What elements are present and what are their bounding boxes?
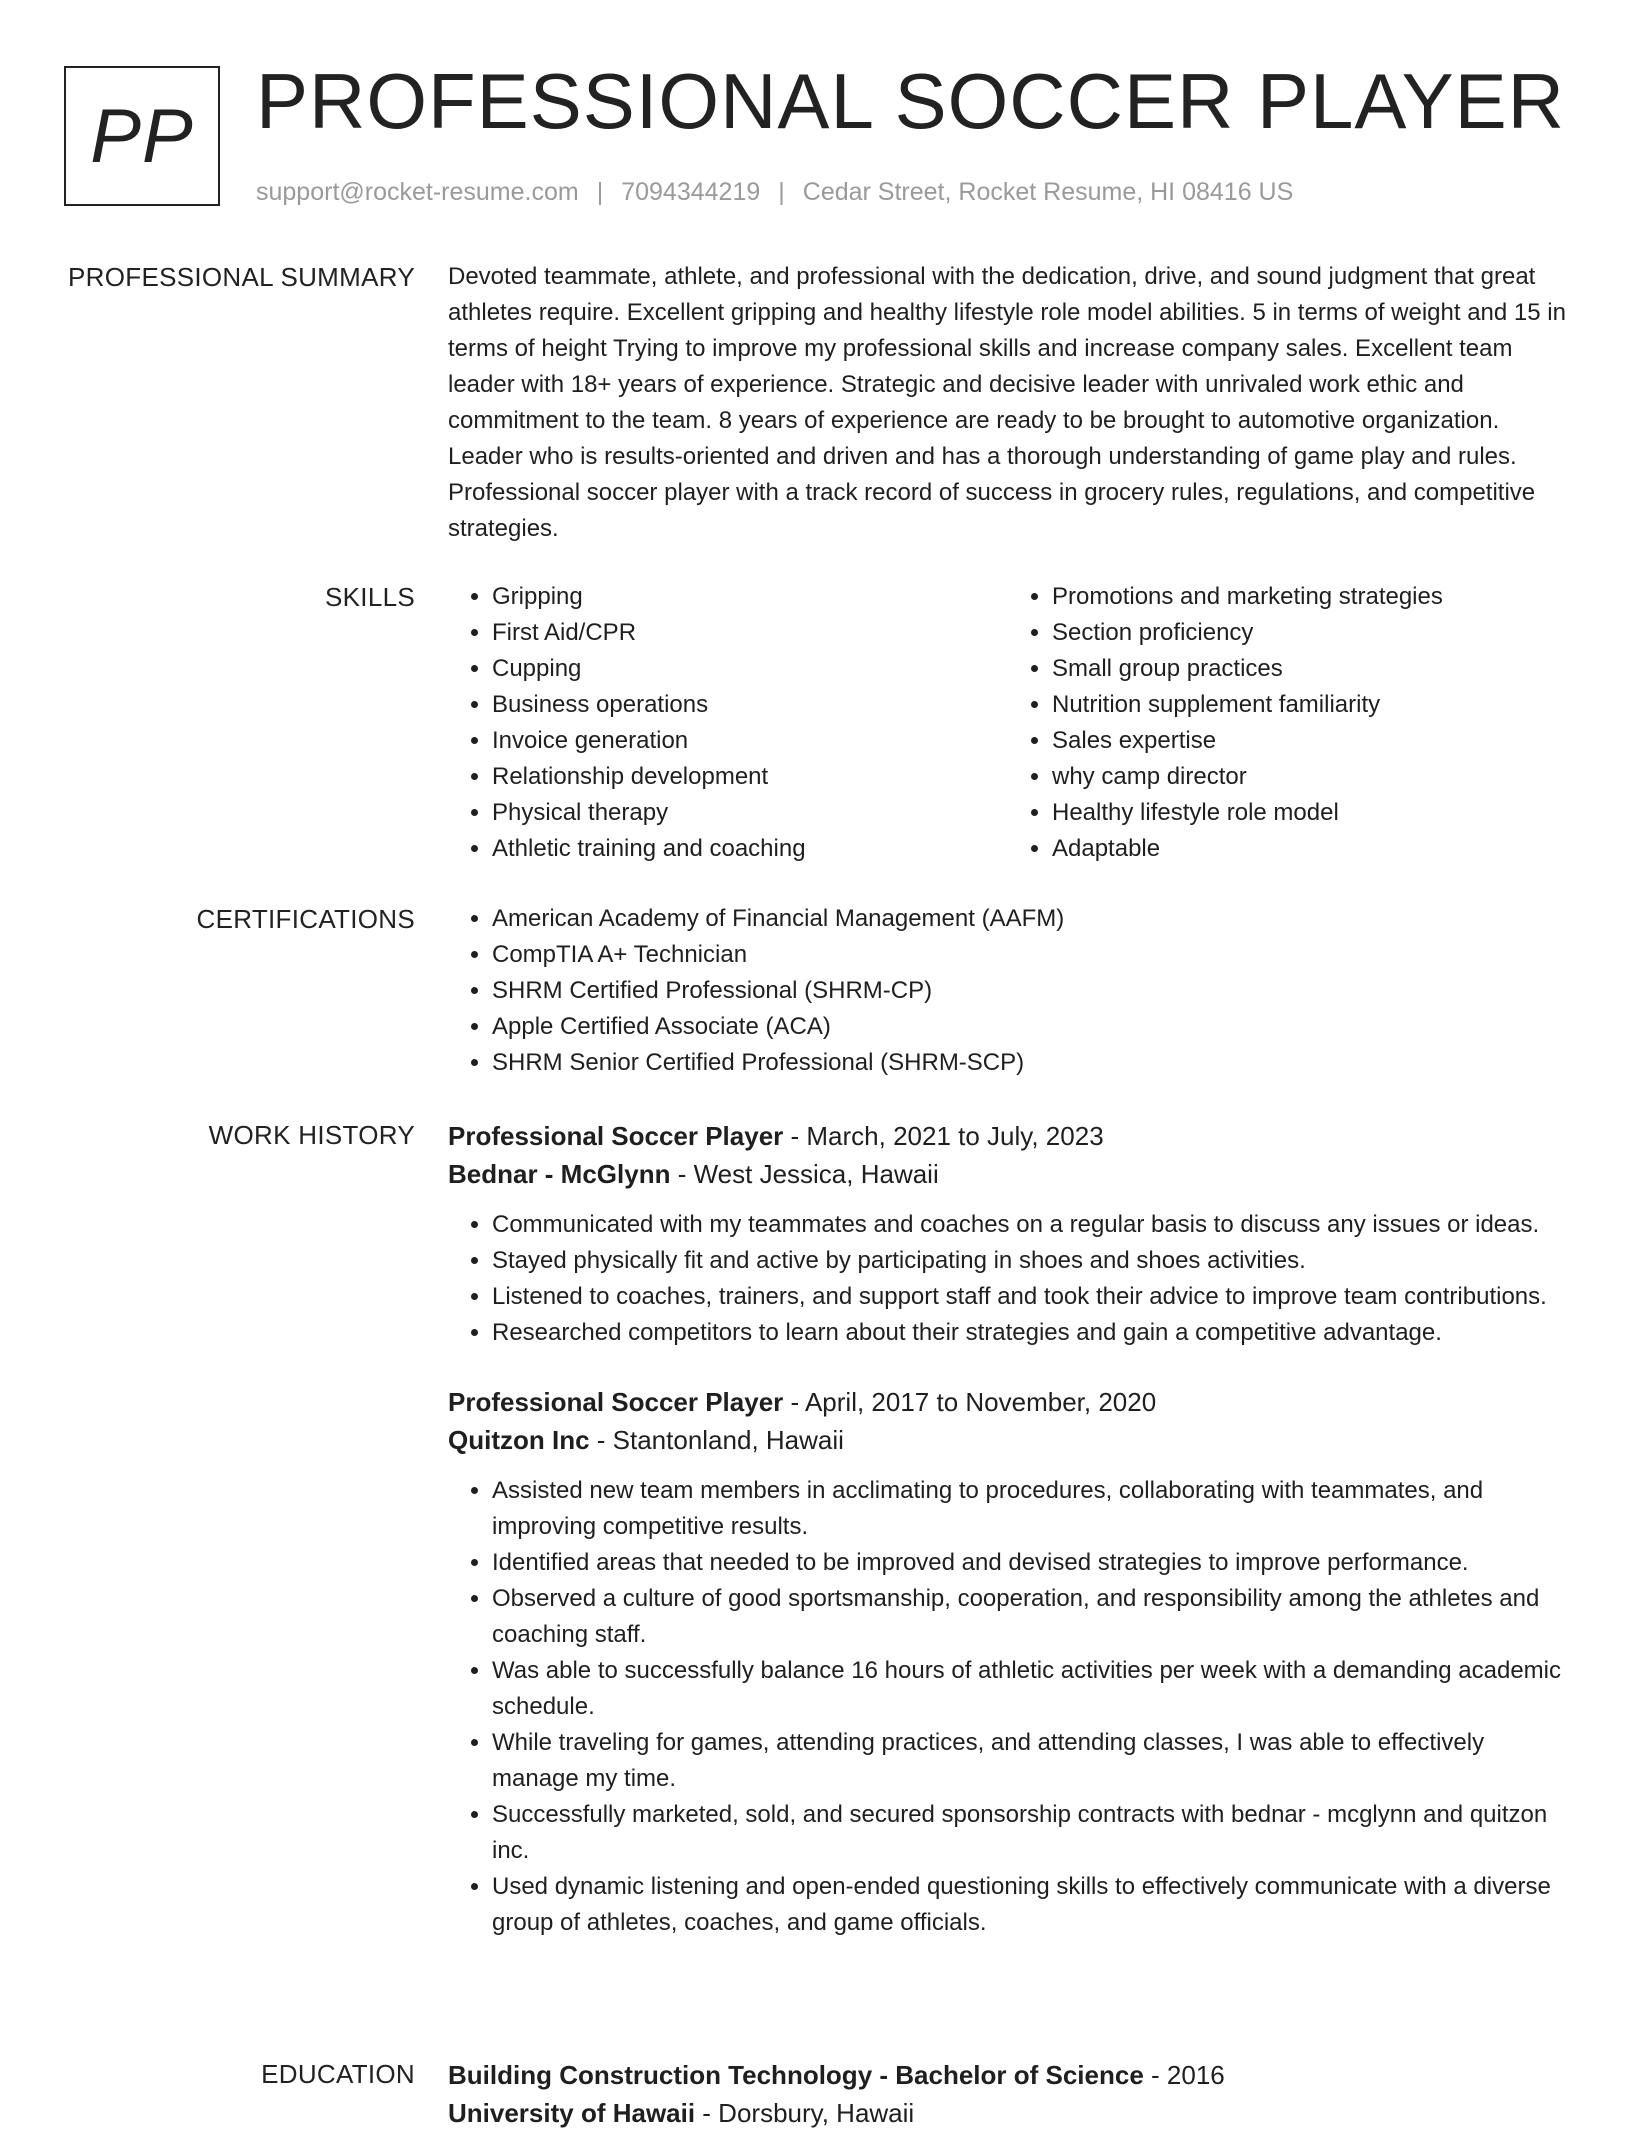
- section-label: WORK HISTORY: [208, 1120, 415, 1150]
- skill-item: • Sales expertise: [1052, 723, 1568, 759]
- job-bullet: • Researched competitors to learn about their strategies and gain a competitive advantage.: [492, 1315, 1568, 1351]
- skill-item: • Gripping: [492, 579, 1008, 615]
- job-bullet: • Successfully marketed, sold, and secured sponsorship contracts with bednar - mcglynn and quitzon inc.: [492, 1797, 1568, 1869]
- job-company: Quitzon Inc: [448, 1425, 590, 1455]
- work-history-body: [448, 1117, 1568, 1941]
- skill-item: • Section proficiency: [1052, 615, 1568, 651]
- contact-line: [256, 174, 1293, 210]
- job-location: - Stantonland, Hawaii: [589, 1425, 844, 1455]
- job-title-line: [448, 1117, 1568, 1155]
- skill-item: • Athletic training and coaching: [492, 831, 1008, 867]
- skills-columns: [448, 579, 1568, 867]
- education-body: [448, 2056, 1568, 2132]
- email[interactable]: support@rocket-resume.com: [256, 178, 579, 206]
- skill-item: • Cupping: [492, 651, 1008, 687]
- job-bullets: [448, 1207, 1568, 1351]
- certifications-body: [448, 901, 1568, 1081]
- section-label: PROFESSIONAL SUMMARY: [68, 262, 415, 292]
- job-bullet: • Was able to successfully balance 16 hours of athletic activities per week with a demanding academic schedule.: [492, 1653, 1568, 1725]
- certification-item: • SHRM Senior Certified Professional (SHRM-SCP): [492, 1045, 1568, 1081]
- job-company-line: [448, 1155, 1568, 1193]
- skill-item: • Invoice generation: [492, 723, 1008, 759]
- section-label: SKILLS: [325, 582, 415, 612]
- job-title: Professional Soccer Player: [448, 1121, 784, 1151]
- skill-item: • why camp director: [1052, 759, 1568, 795]
- section-label: EDUCATION: [261, 2059, 415, 2089]
- section-label: CERTIFICATIONS: [196, 904, 415, 934]
- job-title-line: [448, 1383, 1568, 1421]
- graduation-year: - 2016: [1143, 2060, 1225, 2090]
- skill-item: • First Aid/CPR: [492, 615, 1008, 651]
- certifications-list: [448, 901, 1568, 1081]
- job-bullet: • Communicated with my teammates and coaches on a regular basis to discuss any issues or ideas.: [492, 1207, 1568, 1243]
- job-company: Bednar - McGlynn: [448, 1159, 671, 1189]
- summary-text: Devoted teammate, athlete, and professional with the dedication, drive, and sound judgment that great athletes require. Excellent gripping and healthy lifestyle role model abilities. 5 in terms of weight and 15 in terms of height Trying to improve my professional skills and increase company sales. Excellent team leader with 18+ years of experience. Strategic and decisive leader with unrivaled work ethic and commitment to the team. 8 years of experience are ready to be brought to automotive organization. Leader who is results-oriented and driven and has a thorough understanding of game play and rules. Professional soccer player with a track record of success in grocery rules, regulations, and competitive strategies.: [448, 263, 1566, 542]
- job-bullet: • Listened to coaches, trainers, and support staff and took their advice to improve team contributions.: [492, 1279, 1568, 1315]
- job-company-line: [448, 1421, 1568, 1459]
- degree: Building Construction Technology - Bachelor of Science: [448, 2060, 1144, 2090]
- phone: 7094344219: [621, 178, 761, 206]
- certification-item: • American Academy of Financial Management (AAFM): [492, 901, 1568, 937]
- skill-item: • Promotions and marketing strategies: [1052, 579, 1568, 615]
- skill-item: • Adaptable: [1052, 831, 1568, 867]
- job-location: - West Jessica, Hawaii: [670, 1159, 939, 1189]
- job-dates: - March, 2021 to July, 2023: [783, 1121, 1104, 1151]
- job-bullet: • Used dynamic listening and open-ended questioning skills to effectively communicate with a diverse group of athletes, coaches, and game officials.: [492, 1869, 1568, 1941]
- skill-item: • Small group practices: [1052, 651, 1568, 687]
- address: Cedar Street, Rocket Resume, HI 08416 US: [802, 178, 1294, 206]
- degree-line: [448, 2056, 1568, 2094]
- job-bullets: [448, 1473, 1568, 1941]
- job-dates: - April, 2017 to November, 2020: [783, 1387, 1157, 1417]
- skill-item: • Business operations: [492, 687, 1008, 723]
- initials-monogram: PP: [64, 66, 220, 206]
- summary-body: [448, 259, 1568, 547]
- school-location: - Dorsbury, Hawaii: [695, 2098, 915, 2128]
- job-bullet: • Observed a culture of good sportsmanship, cooperation, and responsibility among the athletes and coaching staff.: [492, 1581, 1568, 1653]
- job-bullet: • Identified areas that needed to be improved and devised strategies to improve performance.: [492, 1545, 1568, 1581]
- separator: |: [778, 178, 785, 206]
- job-bullet: • While traveling for games, attending practices, and attending classes, I was able to effectively manage my time.: [492, 1725, 1568, 1797]
- school-line: [448, 2094, 1568, 2132]
- job-entry: [448, 1117, 1568, 1351]
- job-bullet: • Assisted new team members in acclimating to procedures, collaborating with teammates, and improving competitive results.: [492, 1473, 1568, 1545]
- skills-list-right: [1008, 579, 1568, 867]
- resume-title: PROFESSIONAL SOCCER PLAYER: [256, 57, 1566, 145]
- job-entry: [448, 1383, 1568, 1941]
- skills-list-left: [448, 579, 1008, 867]
- job-title: Professional Soccer Player: [448, 1387, 784, 1417]
- certification-item: • SHRM Certified Professional (SHRM-CP): [492, 973, 1568, 1009]
- school: University of Hawaii: [448, 2098, 696, 2128]
- certification-item: • CompTIA A+ Technician: [492, 937, 1568, 973]
- certification-item: • Apple Certified Associate (ACA): [492, 1009, 1568, 1045]
- job-bullet: • Stayed physically fit and active by participating in shoes and shoes activities.: [492, 1243, 1568, 1279]
- separator: |: [596, 178, 604, 206]
- skill-item: • Physical therapy: [492, 795, 1008, 831]
- skill-item: • Nutrition supplement familiarity: [1052, 687, 1568, 723]
- skill-item: • Healthy lifestyle role model: [1052, 795, 1568, 831]
- skill-item: • Relationship development: [492, 759, 1008, 795]
